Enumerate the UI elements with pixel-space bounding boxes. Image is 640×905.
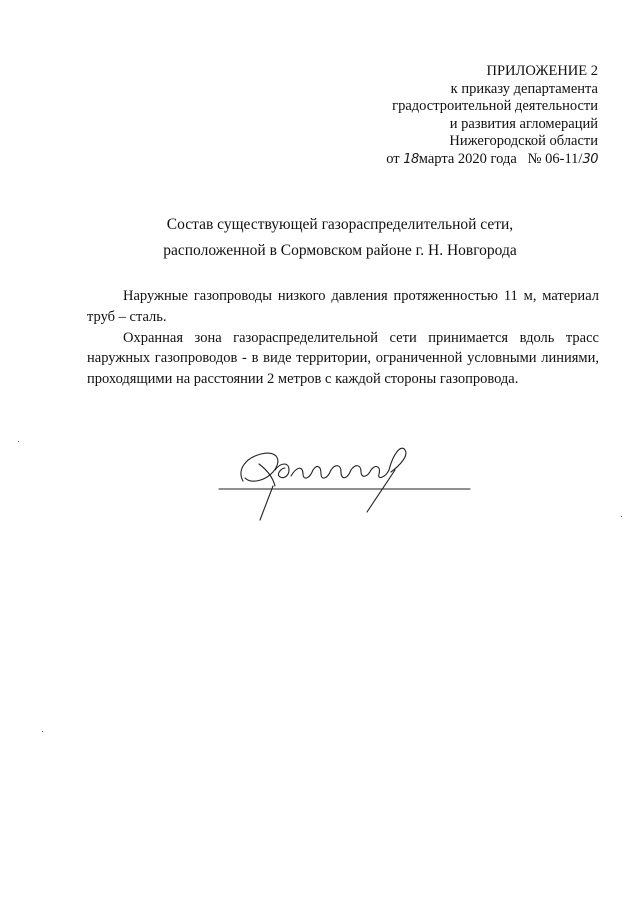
date-day-handwritten: 18 [403, 151, 419, 167]
scan-speck [621, 516, 622, 517]
appendix-title: ПРИЛОЖЕНИЕ 2 [486, 63, 598, 79]
order-number-handwritten: 30 [582, 151, 598, 167]
scan-speck [18, 441, 19, 442]
title-line-1: Состав существующей газораспределительной сети, [166, 216, 514, 233]
date-rest: марта 2020 года [418, 150, 517, 167]
paragraph-pipelines: Наружные газопроводы низкого давления протяженностью 11 м, материал труб – сталь. [87, 288, 599, 325]
paragraph-protection-zone: Охранная зона газораспределительной сети принимается вдоль трасс наружных газопроводов - в виде территории, ограниченной условными линиями, проходящими на расстоянии 2 метров с каждой стороны газопровода. [87, 329, 599, 388]
appendix-header [386, 63, 598, 169]
order-line-1: к приказу департамента [450, 80, 598, 97]
date-prefix: от [386, 150, 400, 167]
scan-speck [42, 731, 43, 732]
document-body [87, 286, 599, 390]
document-title [40, 212, 640, 264]
order-line-4: Нижегородской области [449, 133, 598, 150]
order-line-2: градостроительной деятельности [392, 98, 598, 115]
order-line-3: и развития агломераций [449, 115, 598, 132]
title-line-2: расположенной в Сормовском районе г. Н. Новгорода [163, 242, 517, 259]
handwritten-signature [215, 440, 480, 530]
order-date-line [386, 151, 598, 169]
order-number-prefix: № 06-11/ [527, 150, 583, 167]
